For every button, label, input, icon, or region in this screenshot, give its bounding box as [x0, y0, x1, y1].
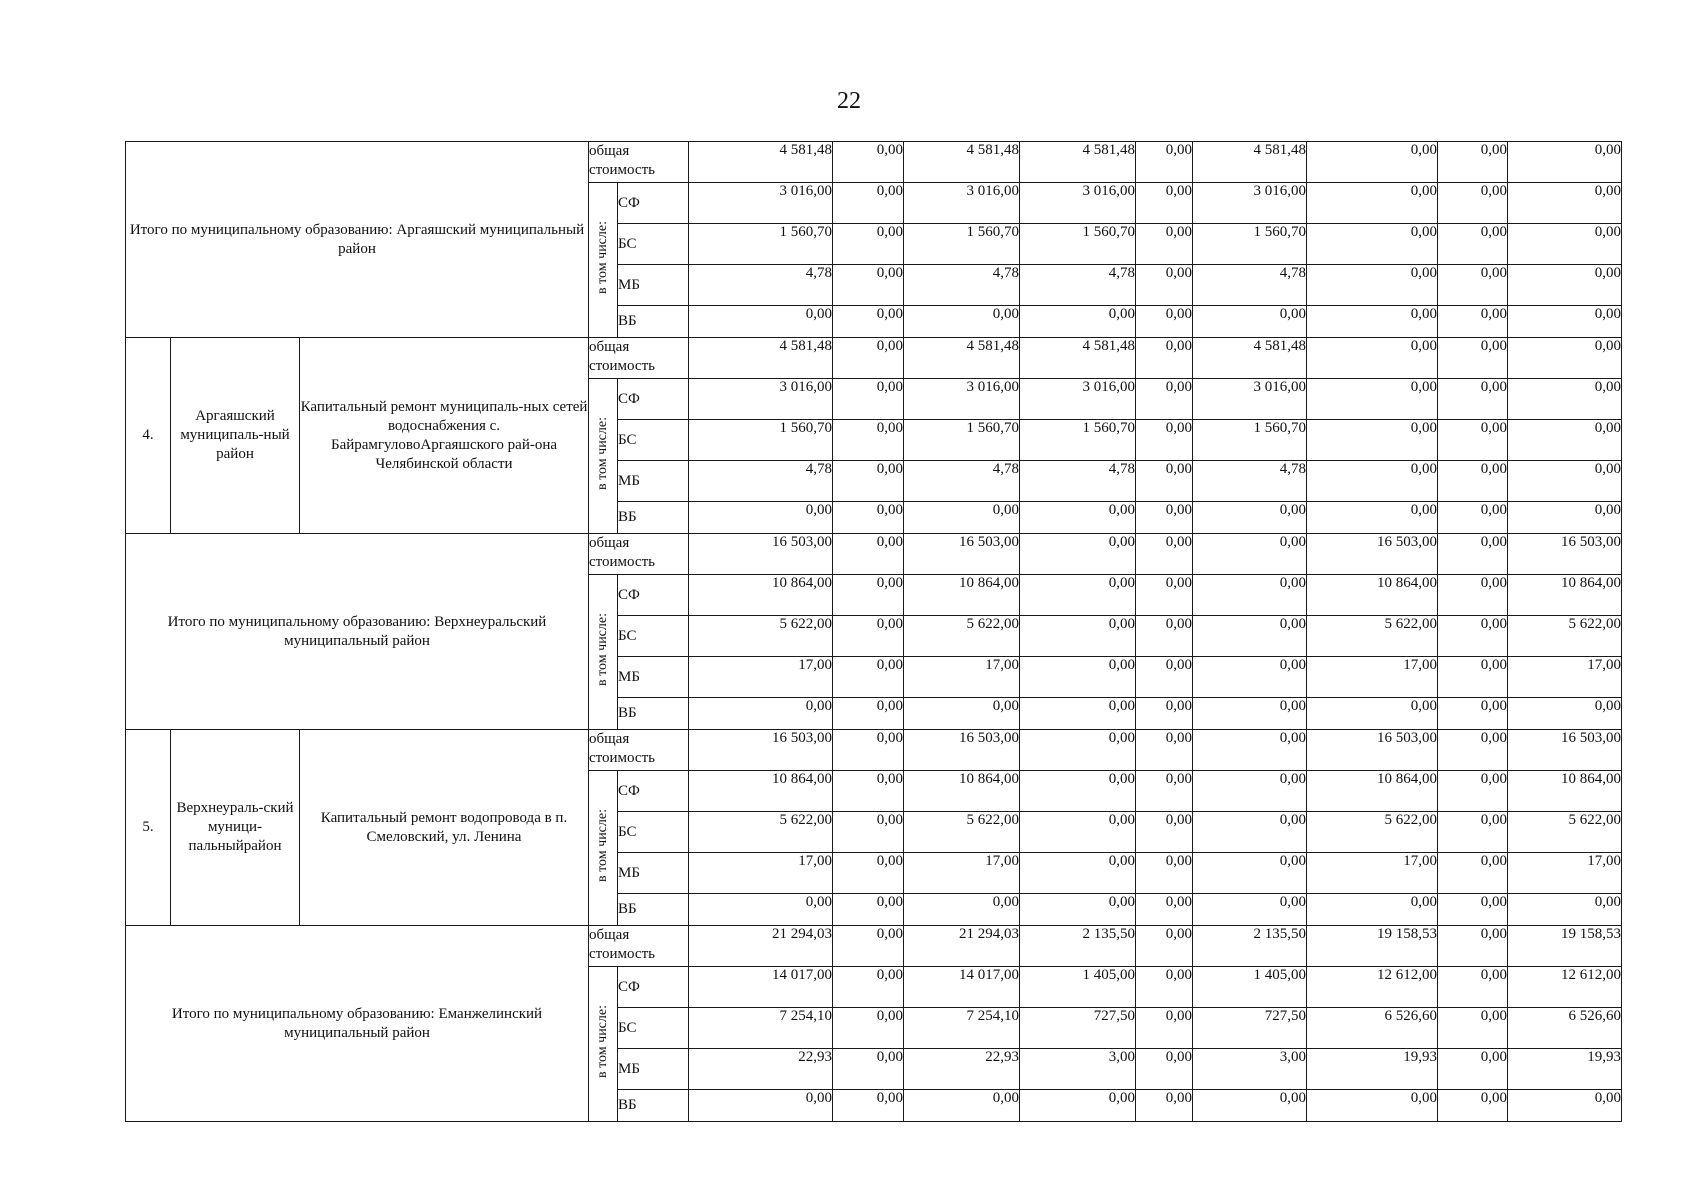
value-cell: 0,00 [833, 1049, 904, 1090]
value-cell: 0,00 [1438, 926, 1508, 967]
value-cell: 0,00 [1438, 967, 1508, 1008]
value-cell: 0,00 [1020, 306, 1136, 338]
value-cell: 0,00 [1136, 265, 1193, 306]
funding-source-label: МБ [618, 1049, 689, 1090]
value-cell: 0,00 [833, 657, 904, 698]
value-cell: 0,00 [833, 502, 904, 534]
value-cell: 0,00 [833, 616, 904, 657]
value-cell: 0,00 [1307, 461, 1438, 502]
value-cell: 0,00 [1193, 306, 1307, 338]
value-cell: 0,00 [1438, 183, 1508, 224]
value-cell: 0,00 [1508, 698, 1622, 730]
object-name: Капитальный ремонт муниципаль-ных сетей водоснабжения с. БайрамгуловоАргаяшского рай-она Челябинской области [300, 338, 589, 534]
value-cell: 0,00 [1136, 1008, 1193, 1049]
value-cell: 0,00 [1508, 338, 1622, 379]
value-cell: 0,00 [1508, 1090, 1622, 1122]
value-cell: 0,00 [1136, 698, 1193, 730]
value-cell: 0,00 [1136, 812, 1193, 853]
funding-source-label: ВБ [618, 698, 689, 730]
value-cell: 727,50 [1020, 1008, 1136, 1049]
object-number: 5. [126, 730, 171, 926]
value-cell: 16 503,00 [904, 534, 1020, 575]
value-cell: 10 864,00 [904, 575, 1020, 616]
value-cell: 0,00 [1193, 894, 1307, 926]
value-cell: 1 560,70 [904, 420, 1020, 461]
value-cell: 5 622,00 [1508, 616, 1622, 657]
value-cell: 0,00 [1193, 812, 1307, 853]
value-cell: 0,00 [904, 1090, 1020, 1122]
value-cell: 22,93 [904, 1049, 1020, 1090]
funding-source-label: ВБ [618, 502, 689, 534]
value-cell: 0,00 [1438, 142, 1508, 183]
value-cell: 0,00 [1438, 698, 1508, 730]
value-cell: 0,00 [1438, 1090, 1508, 1122]
group-total-label: Итого по муниципальному образованию: Еманжелинский муниципальный район [126, 926, 589, 1122]
value-cell: 0,00 [1307, 1090, 1438, 1122]
value-cell: 0,00 [833, 1008, 904, 1049]
value-cell: 21 294,03 [904, 926, 1020, 967]
value-cell: 4,78 [904, 461, 1020, 502]
value-cell: 0,00 [1193, 1090, 1307, 1122]
object-municipality: Аргаяшский муниципаль-ный район [171, 338, 300, 534]
value-cell: 4,78 [689, 265, 833, 306]
value-cell: 0,00 [1193, 616, 1307, 657]
value-cell: 0,00 [833, 894, 904, 926]
value-cell: 7 254,10 [689, 1008, 833, 1049]
value-cell: 0,00 [1508, 306, 1622, 338]
value-cell: 10 864,00 [1508, 575, 1622, 616]
value-cell: 0,00 [833, 812, 904, 853]
value-cell: 0,00 [1307, 379, 1438, 420]
value-cell: 0,00 [1136, 420, 1193, 461]
value-cell: 0,00 [1136, 730, 1193, 771]
funding-source-label: СФ [618, 967, 689, 1008]
value-cell: 22,93 [689, 1049, 833, 1090]
value-cell: 4 581,48 [689, 338, 833, 379]
value-cell: 0,00 [1438, 265, 1508, 306]
value-cell: 0,00 [1438, 420, 1508, 461]
value-cell: 6 526,60 [1508, 1008, 1622, 1049]
including-label-cell [589, 575, 618, 730]
value-cell: 4,78 [1020, 265, 1136, 306]
value-cell: 0,00 [1136, 379, 1193, 420]
value-cell: 2 135,50 [1020, 926, 1136, 967]
value-cell: 0,00 [1020, 616, 1136, 657]
value-cell: 4,78 [689, 461, 833, 502]
budget-body [126, 142, 1622, 1122]
total-cost-label: общая стоимость [589, 338, 689, 379]
value-cell: 0,00 [1193, 698, 1307, 730]
value-cell: 4,78 [1193, 461, 1307, 502]
value-cell: 0,00 [1193, 730, 1307, 771]
value-cell: 0,00 [1020, 812, 1136, 853]
value-cell: 5 622,00 [904, 812, 1020, 853]
value-cell: 10 864,00 [1307, 575, 1438, 616]
value-cell: 0,00 [1307, 142, 1438, 183]
table-row [126, 926, 1622, 967]
value-cell: 0,00 [1136, 1049, 1193, 1090]
value-cell: 12 612,00 [1307, 967, 1438, 1008]
value-cell: 0,00 [1020, 534, 1136, 575]
table-row [126, 730, 1622, 771]
value-cell: 0,00 [1020, 730, 1136, 771]
value-cell: 0,00 [1020, 698, 1136, 730]
object-name: Капитальный ремонт водопровода в п. Смеловский, ул. Ленина [300, 730, 589, 926]
funding-source-label: СФ [618, 379, 689, 420]
value-cell: 0,00 [1193, 502, 1307, 534]
value-cell: 0,00 [1438, 771, 1508, 812]
value-cell: 0,00 [1438, 306, 1508, 338]
value-cell: 0,00 [833, 224, 904, 265]
value-cell: 4 581,48 [1193, 338, 1307, 379]
value-cell: 4,78 [1193, 265, 1307, 306]
value-cell: 4,78 [904, 265, 1020, 306]
value-cell: 0,00 [1193, 853, 1307, 894]
value-cell: 19,93 [1307, 1049, 1438, 1090]
value-cell: 16 503,00 [689, 730, 833, 771]
total-cost-label: общая стоимость [589, 142, 689, 183]
value-cell: 0,00 [1136, 926, 1193, 967]
value-cell: 4 581,48 [1020, 338, 1136, 379]
value-cell: 0,00 [833, 461, 904, 502]
funding-source-label: СФ [618, 183, 689, 224]
value-cell: 0,00 [1508, 224, 1622, 265]
value-cell: 17,00 [904, 657, 1020, 698]
value-cell: 0,00 [1020, 894, 1136, 926]
value-cell: 0,00 [833, 534, 904, 575]
value-cell: 0,00 [1307, 502, 1438, 534]
including-label: в том числе: [595, 1005, 610, 1078]
value-cell: 0,00 [1136, 306, 1193, 338]
table-row [126, 142, 1622, 183]
value-cell: 4 581,48 [904, 142, 1020, 183]
value-cell: 0,00 [1307, 183, 1438, 224]
value-cell: 5 622,00 [1307, 616, 1438, 657]
value-cell: 4 581,48 [1020, 142, 1136, 183]
value-cell: 0,00 [1136, 224, 1193, 265]
value-cell: 0,00 [833, 730, 904, 771]
funding-source-label: МБ [618, 461, 689, 502]
value-cell: 17,00 [689, 853, 833, 894]
value-cell: 0,00 [1136, 771, 1193, 812]
value-cell: 5 622,00 [904, 616, 1020, 657]
funding-source-label: БС [618, 420, 689, 461]
including-label: в том числе: [595, 417, 610, 490]
value-cell: 3,00 [1193, 1049, 1307, 1090]
value-cell: 0,00 [1508, 379, 1622, 420]
funding-source-label: МБ [618, 657, 689, 698]
value-cell: 0,00 [1438, 502, 1508, 534]
value-cell: 19 158,53 [1508, 926, 1622, 967]
value-cell: 0,00 [1020, 1090, 1136, 1122]
value-cell: 1 405,00 [1020, 967, 1136, 1008]
value-cell: 0,00 [1438, 616, 1508, 657]
value-cell: 0,00 [1136, 183, 1193, 224]
value-cell: 0,00 [1136, 967, 1193, 1008]
funding-source-label: СФ [618, 575, 689, 616]
value-cell: 0,00 [689, 1090, 833, 1122]
value-cell: 0,00 [1136, 894, 1193, 926]
object-number: 4. [126, 338, 171, 534]
value-cell: 0,00 [1438, 575, 1508, 616]
value-cell: 0,00 [1438, 224, 1508, 265]
funding-source-label: МБ [618, 265, 689, 306]
funding-source-label: БС [618, 616, 689, 657]
value-cell: 0,00 [1307, 420, 1438, 461]
value-cell: 0,00 [833, 183, 904, 224]
value-cell: 19,93 [1508, 1049, 1622, 1090]
value-cell: 16 503,00 [1307, 730, 1438, 771]
value-cell: 12 612,00 [1508, 967, 1622, 1008]
including-label: в том числе: [595, 809, 610, 882]
value-cell: 17,00 [689, 657, 833, 698]
including-label: в том числе: [595, 221, 610, 294]
value-cell: 0,00 [689, 502, 833, 534]
value-cell: 0,00 [1508, 142, 1622, 183]
value-cell: 0,00 [1508, 894, 1622, 926]
value-cell: 0,00 [1307, 894, 1438, 926]
value-cell: 0,00 [833, 420, 904, 461]
value-cell: 0,00 [1136, 616, 1193, 657]
value-cell: 7 254,10 [904, 1008, 1020, 1049]
funding-source-label: ВБ [618, 1090, 689, 1122]
value-cell: 5 622,00 [1508, 812, 1622, 853]
value-cell: 4 581,48 [1193, 142, 1307, 183]
value-cell: 5 622,00 [689, 616, 833, 657]
value-cell: 0,00 [1438, 730, 1508, 771]
value-cell: 1 560,70 [1193, 224, 1307, 265]
value-cell: 16 503,00 [1307, 534, 1438, 575]
funding-source-label: БС [618, 812, 689, 853]
value-cell: 1 405,00 [1193, 967, 1307, 1008]
value-cell: 0,00 [1438, 853, 1508, 894]
value-cell: 0,00 [1136, 575, 1193, 616]
value-cell: 0,00 [1136, 142, 1193, 183]
value-cell: 3 016,00 [689, 379, 833, 420]
page-number: 22 [837, 88, 861, 114]
including-label-cell [589, 379, 618, 534]
value-cell: 0,00 [1307, 306, 1438, 338]
value-cell: 1 560,70 [1020, 224, 1136, 265]
value-cell: 0,00 [1020, 853, 1136, 894]
value-cell: 0,00 [1438, 812, 1508, 853]
value-cell: 4,78 [1020, 461, 1136, 502]
value-cell: 10 864,00 [1307, 771, 1438, 812]
value-cell: 0,00 [689, 894, 833, 926]
value-cell: 0,00 [1438, 461, 1508, 502]
table-row [126, 338, 1622, 379]
value-cell: 0,00 [833, 265, 904, 306]
value-cell: 0,00 [1136, 657, 1193, 698]
value-cell: 17,00 [1508, 657, 1622, 698]
value-cell: 0,00 [1508, 461, 1622, 502]
value-cell: 0,00 [833, 142, 904, 183]
group-total-label: Итого по муниципальному образованию: Аргаяшский муниципальный район [126, 142, 589, 338]
value-cell: 0,00 [1508, 502, 1622, 534]
value-cell: 17,00 [904, 853, 1020, 894]
value-cell: 3,00 [1020, 1049, 1136, 1090]
value-cell: 17,00 [1307, 657, 1438, 698]
value-cell: 3 016,00 [1020, 183, 1136, 224]
table-row [126, 534, 1622, 575]
value-cell: 0,00 [1193, 534, 1307, 575]
value-cell: 4 581,48 [904, 338, 1020, 379]
total-cost-label: общая стоимость [589, 534, 689, 575]
value-cell: 16 503,00 [1508, 730, 1622, 771]
value-cell: 1 560,70 [689, 420, 833, 461]
value-cell: 16 503,00 [1508, 534, 1622, 575]
value-cell: 0,00 [1438, 379, 1508, 420]
value-cell: 0,00 [1307, 338, 1438, 379]
value-cell: 0,00 [1020, 575, 1136, 616]
value-cell: 3 016,00 [904, 379, 1020, 420]
including-label: в том числе: [595, 613, 610, 686]
value-cell: 1 560,70 [904, 224, 1020, 265]
funding-source-label: ВБ [618, 894, 689, 926]
value-cell: 2 135,50 [1193, 926, 1307, 967]
value-cell: 5 622,00 [1307, 812, 1438, 853]
value-cell: 727,50 [1193, 1008, 1307, 1049]
value-cell: 17,00 [1307, 853, 1438, 894]
value-cell: 0,00 [1307, 698, 1438, 730]
value-cell: 0,00 [1307, 224, 1438, 265]
value-cell: 14 017,00 [689, 967, 833, 1008]
value-cell: 0,00 [904, 502, 1020, 534]
value-cell: 0,00 [904, 306, 1020, 338]
value-cell: 0,00 [1508, 265, 1622, 306]
value-cell: 14 017,00 [904, 967, 1020, 1008]
value-cell: 10 864,00 [689, 771, 833, 812]
value-cell: 16 503,00 [689, 534, 833, 575]
value-cell: 0,00 [689, 306, 833, 338]
value-cell: 3 016,00 [904, 183, 1020, 224]
including-label-cell [589, 967, 618, 1122]
funding-source-label: ВБ [618, 306, 689, 338]
including-label-cell [589, 771, 618, 926]
value-cell: 0,00 [1020, 657, 1136, 698]
object-municipality: Верхнеураль-ский муници-пальныйрайон [171, 730, 300, 926]
value-cell: 0,00 [833, 926, 904, 967]
value-cell: 0,00 [1136, 853, 1193, 894]
value-cell: 0,00 [1438, 1049, 1508, 1090]
funding-source-label: БС [618, 1008, 689, 1049]
value-cell: 6 526,60 [1307, 1008, 1438, 1049]
funding-source-label: МБ [618, 853, 689, 894]
value-cell: 10 864,00 [689, 575, 833, 616]
value-cell: 0,00 [1136, 534, 1193, 575]
total-cost-label: общая стоимость [589, 730, 689, 771]
value-cell: 0,00 [1438, 894, 1508, 926]
funding-source-label: БС [618, 224, 689, 265]
value-cell: 4 581,48 [689, 142, 833, 183]
value-cell: 0,00 [833, 698, 904, 730]
value-cell: 0,00 [1193, 657, 1307, 698]
value-cell: 3 016,00 [1020, 379, 1136, 420]
value-cell: 0,00 [1020, 502, 1136, 534]
value-cell: 0,00 [833, 379, 904, 420]
value-cell: 3 016,00 [1193, 183, 1307, 224]
value-cell: 3 016,00 [689, 183, 833, 224]
value-cell: 0,00 [1193, 771, 1307, 812]
value-cell: 0,00 [1307, 265, 1438, 306]
group-total-label: Итого по муниципальному образованию: Верхнеуральский муниципальный район [126, 534, 589, 730]
value-cell: 1 560,70 [1193, 420, 1307, 461]
value-cell: 0,00 [1193, 575, 1307, 616]
value-cell: 1 560,70 [1020, 420, 1136, 461]
value-cell: 0,00 [833, 306, 904, 338]
value-cell: 0,00 [833, 338, 904, 379]
value-cell: 0,00 [833, 575, 904, 616]
value-cell: 10 864,00 [904, 771, 1020, 812]
budget-table [125, 141, 1622, 1122]
value-cell: 0,00 [833, 853, 904, 894]
funding-source-label: СФ [618, 771, 689, 812]
value-cell: 0,00 [1508, 183, 1622, 224]
total-cost-label: общая стоимость [589, 926, 689, 967]
value-cell: 1 560,70 [689, 224, 833, 265]
including-label-cell [589, 183, 618, 338]
value-cell: 21 294,03 [689, 926, 833, 967]
value-cell: 0,00 [1438, 534, 1508, 575]
value-cell: 0,00 [1438, 1008, 1508, 1049]
value-cell: 0,00 [833, 1090, 904, 1122]
value-cell: 0,00 [1020, 771, 1136, 812]
value-cell: 0,00 [1136, 338, 1193, 379]
value-cell: 0,00 [833, 967, 904, 1008]
value-cell: 0,00 [1136, 502, 1193, 534]
value-cell: 17,00 [1508, 853, 1622, 894]
value-cell: 3 016,00 [1193, 379, 1307, 420]
value-cell: 0,00 [904, 894, 1020, 926]
value-cell: 0,00 [1438, 657, 1508, 698]
value-cell: 0,00 [1136, 1090, 1193, 1122]
value-cell: 0,00 [904, 698, 1020, 730]
value-cell: 10 864,00 [1508, 771, 1622, 812]
value-cell: 0,00 [1136, 461, 1193, 502]
value-cell: 5 622,00 [689, 812, 833, 853]
value-cell: 16 503,00 [904, 730, 1020, 771]
value-cell: 0,00 [1508, 420, 1622, 461]
value-cell: 0,00 [1438, 338, 1508, 379]
value-cell: 0,00 [689, 698, 833, 730]
value-cell: 19 158,53 [1307, 926, 1438, 967]
value-cell: 0,00 [833, 771, 904, 812]
